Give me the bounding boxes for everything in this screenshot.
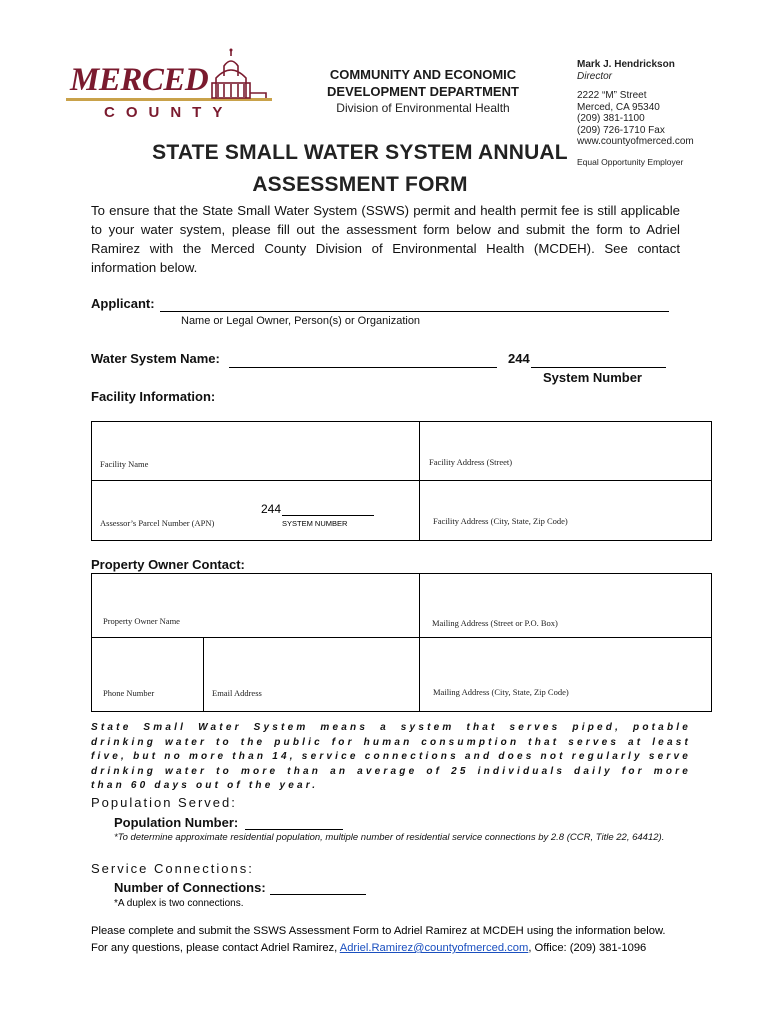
department-line-2: DEVELOPMENT DEPARTMENT [327,84,519,99]
county-logo [66,48,276,126]
facility-name-label: Facility Name [100,459,149,469]
city-address: Merced, CA 95340 [577,101,660,113]
population-input[interactable] [245,814,343,830]
contact-email-link[interactable]: Adriel.Ramirez@countyofmerced.com [339,942,529,954]
owner-email-cell[interactable] [204,638,419,712]
logo-word-county: COUNTY [104,104,234,121]
form-title [120,138,600,201]
facility-table [91,421,712,541]
connections-label: Number of Connections: [114,880,266,895]
facility-apn-label: Assessor’s Parcel Number (APN) [100,518,215,528]
director-name: Mark J. Hendrickson [577,59,675,70]
population-note: *To determine approximate residential population, multiple number of residential service connections by 2.8 (CCR, Title 22, 64412). [114,832,665,843]
street-address: 2222 “M” Street [577,90,647,101]
facility-city-cell[interactable] [420,481,712,541]
owner-phone-label: Phone Number [103,688,155,698]
facility-name-cell[interactable] [92,422,419,480]
facility-system-number-line[interactable] [282,501,374,516]
applicant-caption: Name or Legal Owner, Person(s) or Organization [181,315,421,327]
connections-heading: Service Connections: [91,861,254,876]
ssws-definition: State Small Water System means a system that serves piped, potable drinking water to the public for human consumption that serves at least five, but no more than 14, service connections and does not regularly serve drinking water to more than an average of 25 individuals daily for more than 60 days out of the year. [91,722,691,791]
fax-number: (209) 726-1710 Fax [577,124,665,136]
connections-input[interactable] [270,879,366,895]
facility-heading: Facility Information: [91,389,216,404]
facility-street-cell[interactable] [420,422,712,480]
phone-number: (209) 381-1100 [577,113,645,124]
facility-system-number-cell[interactable] [252,481,419,541]
department-line-1: COMMUNITY AND ECONOMIC [329,67,517,82]
eoe-statement: Equal Opportunity Employer [577,156,684,167]
form-title-line-1: STATE SMALL WATER SYSTEM ANNUAL [152,141,568,164]
water-system-label: Water System Name: [91,351,220,366]
owner-table [91,573,712,712]
intro-paragraph: To ensure that the State Small Water System (SSWS) permit and health permit fee is still applicable to your water system, please fill out the assessment form below and submit the form to Adriel Ramirez with the Merced County Division of Environmental Health (MCDEH). See contact information below. [91,203,680,275]
system-number-prefix: 244 [508,351,530,366]
system-number-input[interactable] [531,351,666,368]
owner-mail-street-cell[interactable] [420,574,712,637]
facility-system-caption: SYSTEM NUMBER [282,519,348,528]
connections-note: *A duplex is two connections. [114,898,244,909]
department-block [296,66,550,117]
footer-instructions [91,923,731,957]
logo-word-merced: MERCED [70,62,209,98]
facility-city-label: Facility Address (City, State, Zip Code) [433,516,568,526]
owner-phone-cell[interactable] [92,638,203,712]
water-system-name-input[interactable] [229,351,497,368]
division-name: Division of Environmental Health [336,101,510,115]
owner-email-label: Email Address [212,688,262,698]
applicant-input[interactable] [160,295,669,312]
facility-system-prefix: 244 [261,502,282,516]
contact-block [577,59,757,168]
applicant-label: Applicant: [91,296,155,311]
facility-street-label: Facility Address (Street) [429,457,513,467]
footer-line-2 [91,940,731,957]
footer-line-1: Please complete and submit the SSWS Assessment Form to Adriel Ramirez at MCDEH using the information below. [91,925,666,937]
owner-mail-city-label: Mailing Address (City, State, Zip Code) [433,687,569,697]
form-title-line-2: ASSESSMENT FORM [252,173,468,196]
owner-name-label: Property Owner Name [103,616,180,626]
owner-mail-city-cell[interactable] [420,638,712,712]
footer-line-2-suffix: , Office: (209) 381-1096 [528,942,647,954]
footer-line-2-prefix: For any questions, please contact Adriel Ramirez, [91,942,340,954]
population-heading: Population Served: [91,795,237,810]
population-label: Population Number: [114,815,239,830]
owner-name-cell[interactable] [92,574,419,637]
system-number-caption: System Number [543,370,642,385]
website-link[interactable]: www.countyofmerced.com [577,136,694,147]
owner-mail-street-label: Mailing Address (Street or P.O. Box) [432,618,558,628]
facility-apn-cell[interactable] [92,481,252,541]
director-title: Director [577,70,613,82]
owner-heading: Property Owner Contact: [91,557,245,572]
